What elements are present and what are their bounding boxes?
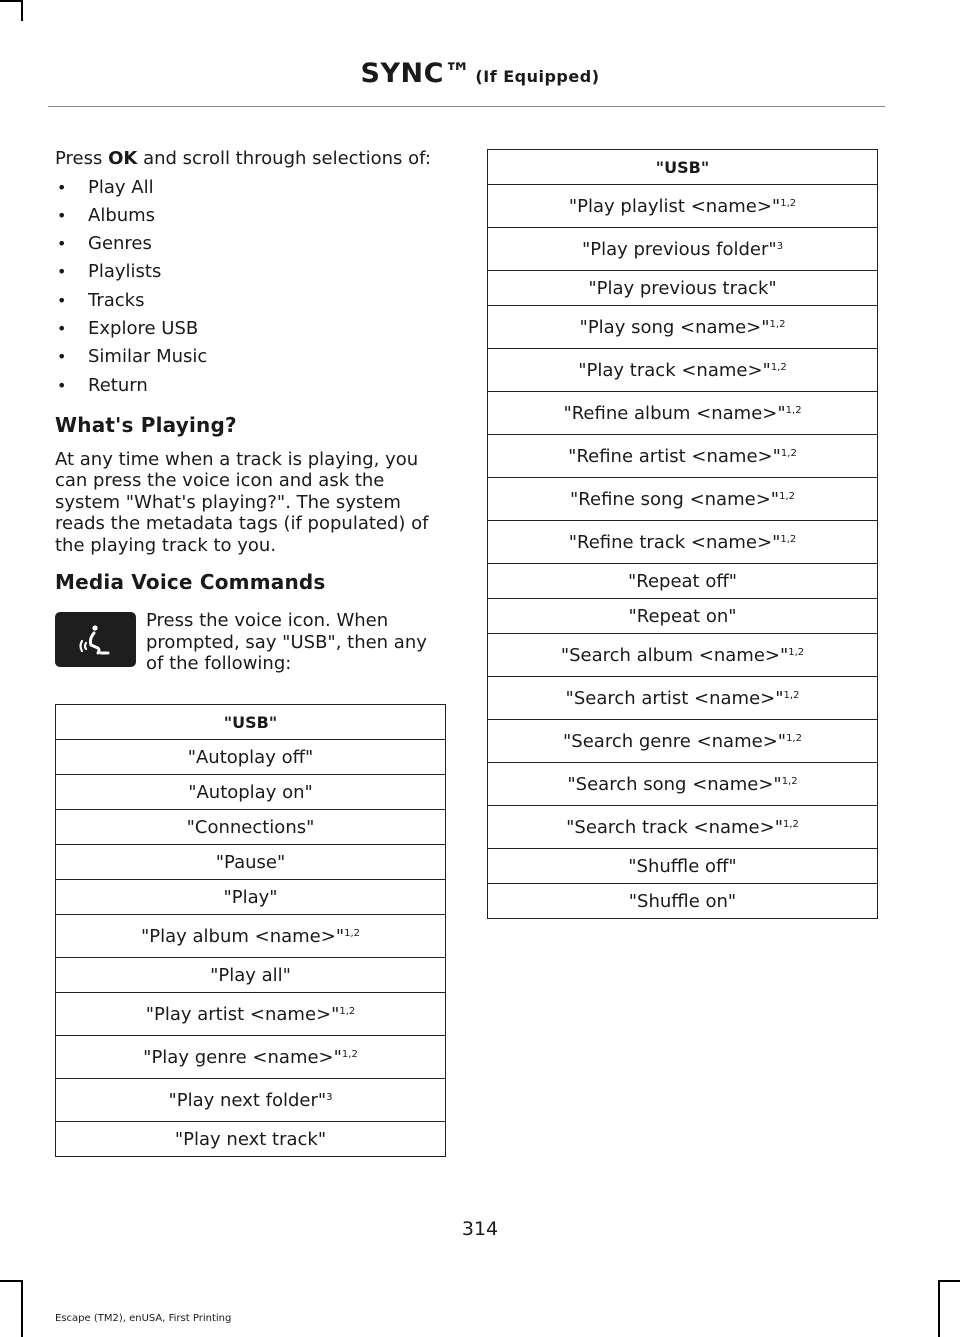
table-row [488,349,878,392]
table-row [488,228,878,271]
command-text: "Search artist <name>" [565,687,784,709]
table-row [488,763,878,806]
table-header-cell: "USB" [488,150,878,185]
table-row [488,599,878,634]
table-cell [488,228,878,271]
footnote-ref: 1,2 [770,361,787,373]
table-cell [488,478,878,521]
table-row [488,806,878,849]
crop-mark [940,1280,960,1282]
footnote-ref: 1,2 [780,197,797,209]
table-row [488,185,878,228]
command-text: "Search album <name>" [560,644,789,666]
media-voice-heading: Media Voice Commands [55,570,326,595]
table-row [488,564,878,599]
table-cell [488,306,878,349]
table-cell [56,810,446,845]
footnote-ref: 1,2 [344,927,361,939]
footer-text: Escape (TM2), enUSA, First Printing [55,1313,232,1324]
header-subtitle: (If Equipped) [475,67,600,86]
table-cell [488,435,878,478]
crop-mark [0,1280,21,1282]
footnote-ref: 3 [776,240,784,252]
command-text: "Pause" [215,851,286,873]
table-cell [56,775,446,810]
footnote-ref: 1,2 [788,646,805,658]
table-row [56,958,446,993]
table-row [56,1079,446,1122]
table-cell [488,185,878,228]
table-row [488,720,878,763]
table-cell [56,740,446,775]
footnote-ref: 1,2 [781,775,798,787]
table-row [488,478,878,521]
list-item: • Albums [55,202,447,230]
table-cell [56,880,446,915]
crop-mark [0,0,21,2]
command-text: "Refine album <name>" [563,402,786,424]
table-row [56,915,446,958]
command-text: "Shuffle on" [628,890,737,912]
table-row [56,740,446,775]
command-text: "Autoplay off" [187,746,314,768]
command-text: "Refine track <name>" [568,531,781,553]
table-row [488,306,878,349]
command-text: "Repeat off" [627,570,738,592]
ok-key: OK [108,148,138,169]
command-text: "Shuffle off" [628,855,737,877]
footnote-ref: 1,2 [769,318,786,330]
command-text: "Repeat on" [628,605,737,627]
table-cell [56,1122,446,1157]
table-cell [56,993,446,1036]
table-cell [488,720,878,763]
left-column [55,146,447,674]
footnote-ref: 1,2 [339,1005,356,1017]
table-header-row [488,150,878,185]
command-text: "Refine artist <name>" [568,445,781,467]
command-text: "Search song <name>" [567,773,782,795]
crop-mark [21,0,23,21]
table-cell [488,271,878,306]
table-cell [56,958,446,993]
command-text: "Play previous track" [588,277,777,299]
table-row [56,1122,446,1157]
table-cell [488,564,878,599]
table-row [488,435,878,478]
table-cell [488,392,878,435]
footnote-ref: 3 [326,1091,333,1103]
command-text: "Play previous folder" [581,238,777,260]
table-row [488,634,878,677]
selection-list [55,174,447,400]
table-row [56,993,446,1036]
voice-command-icon [55,612,136,667]
footnote-ref: 1,2 [341,1048,358,1060]
table-cell [56,1036,446,1079]
command-text: "Connections" [186,816,315,838]
table-row [488,849,878,884]
header-title: SYNC™ [360,58,472,89]
voice-instruction: Press the voice icon. When prompted, say "USB", then any of the following: [146,610,427,674]
command-text: "Play all" [210,964,291,986]
command-text: "Play" [223,886,278,908]
table-cell [56,1079,446,1122]
table-row [488,392,878,435]
table-row [56,810,446,845]
whats-playing-heading: What's Playing? [55,412,237,437]
table-header-row [56,705,446,740]
footnote-ref: 1,2 [786,732,802,744]
footnote-ref: 1,2 [782,818,799,830]
crop-mark [21,1280,23,1337]
table-cell [488,884,878,919]
whats-playing-text: At any time when a track is playing, you can press the voice icon and ask the system "What's playing?". The system reads the metadata tags (if populated) of the playing track to you. [55,448,429,556]
table-row [488,884,878,919]
command-text: "Play genre <name>" [143,1046,342,1068]
command-text: "Search genre <name>" [563,730,787,752]
table-row [488,271,878,306]
table-cell [488,763,878,806]
header-divider [48,106,885,107]
footnote-ref: 1,2 [783,689,800,701]
table-row [488,521,878,564]
table-cell [488,521,878,564]
usb-commands-table-left [55,704,446,1157]
table-cell [488,806,878,849]
command-text: "Play album <name>" [140,925,345,947]
list-item: • Genres [55,230,447,258]
usb-commands-table-right [487,149,878,919]
page-number: 314 [461,1218,499,1240]
table-cell [488,634,878,677]
footnote-ref: 1,2 [779,490,795,502]
command-text: "Refine song <name>" [570,488,780,510]
table-cell [488,599,878,634]
table-row [56,1036,446,1079]
crop-mark [938,1280,940,1337]
list-item: • Explore USB [55,315,447,343]
list-item: • Tracks [55,287,447,315]
table-cell [488,349,878,392]
intro-paragraph: Press OK and scroll through selections of: [55,148,431,169]
table-row [56,775,446,810]
table-header-cell: "USB" [56,705,446,740]
command-text: "Play next folder" [168,1089,327,1111]
table-row [56,880,446,915]
table-row [488,677,878,720]
table-cell [56,845,446,880]
list-item: • Playlists [55,258,447,286]
command-text: "Play next track" [174,1128,327,1150]
table-cell [488,849,878,884]
list-item: • Play All [55,174,447,202]
command-text: "Autoplay on" [188,781,313,803]
command-text: "Search track <name>" [566,816,783,838]
table-cell [56,915,446,958]
footnote-ref: 1,2 [780,533,797,545]
command-text: "Play artist <name>" [145,1003,340,1025]
list-item: • Return [55,372,447,400]
table-cell [488,677,878,720]
page-header [0,58,960,89]
table-row [56,845,446,880]
footnote-ref: 1,2 [780,447,797,459]
command-text: "Play playlist <name>" [568,195,781,217]
list-item: • Similar Music [55,343,447,371]
command-text: "Play track <name>" [578,359,771,381]
command-text: "Play song <name>" [579,316,770,338]
footnote-ref: 1,2 [785,404,802,416]
